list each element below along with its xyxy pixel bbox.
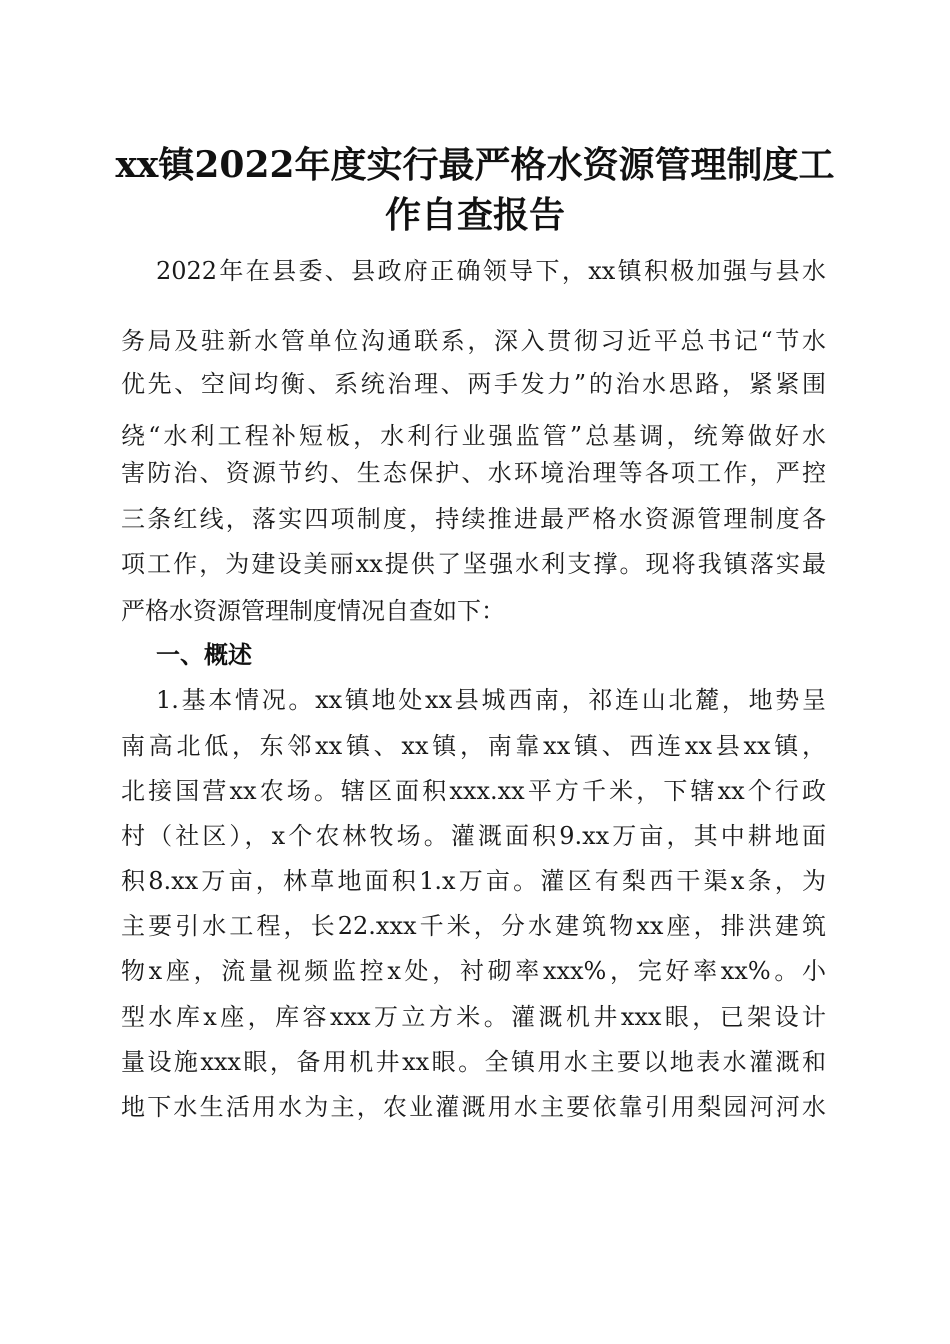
intro-paragraph-line: 害防治、资源节约、生态保护、水环境治理等各项工作，严控 bbox=[121, 459, 826, 487]
section-paragraph-line: 量设施xxx眼，备用机井xx眼。全镇用水主要以地表水灌溉和 bbox=[121, 1048, 826, 1076]
section-paragraph-line: 积8.xx万亩，林草地面积1.x万亩。灌区有梨西干渠x条，为 bbox=[121, 867, 826, 895]
section-paragraph-line: 1.基本情况。xx镇地处xx县城西南，祁连山北麓，地势呈 bbox=[156, 686, 826, 714]
section-heading-overview: 一、概述 bbox=[156, 641, 252, 669]
section-paragraph-line: 物x座，流量视频监控x处，衬砌率xxx%，完好率xx%。小 bbox=[121, 957, 826, 985]
section-paragraph-line: 北接国营xx农场。辖区面积xxx.xx平方千米，下辖xx个行政 bbox=[121, 777, 826, 805]
intro-paragraph-line: 绕“水利工程补短板，水利行业强监管”总基调，统筹做好水 bbox=[121, 422, 826, 450]
document-title bbox=[100, 140, 850, 240]
intro-paragraph-line: 三条红线，落实四项制度，持续推进最严格水资源管理制度各 bbox=[121, 505, 826, 533]
section-paragraph-line: 村（社区），x个农林牧场。灌溉面积9.xx万亩，其中耕地面 bbox=[121, 822, 826, 850]
intro-paragraph-line: 项工作，为建设美丽xx提供了坚强水利支撑。现将我镇落实最 bbox=[121, 550, 826, 578]
section-paragraph-line: 地下水生活用水为主，农业灌溉用水主要依靠引用梨园河河水 bbox=[121, 1093, 826, 1121]
section-paragraph-line: 南高北低，东邻xx镇、xx镇，南靠xx镇、西连xx县xx镇， bbox=[121, 732, 826, 760]
intro-paragraph-line: 务局及驻新水管单位沟通联系，深入贯彻习近平总书记“节水 bbox=[121, 327, 826, 355]
section-paragraph-line: 主要引水工程，长22.xxx千米，分水建筑物xx座，排洪建筑 bbox=[121, 912, 826, 940]
intro-paragraph-line: 2022年在县委、县政府正确领导下，xx镇积极加强与县水 bbox=[156, 257, 826, 285]
title-line-1: xx镇2022年度实行最严格水资源管理制度工 bbox=[115, 144, 835, 186]
intro-paragraph-line: 优先、空间均衡、系统治理、两手发力”的治水思路，紧紧围 bbox=[121, 370, 826, 398]
intro-paragraph-line: 严格水资源管理制度情况自查如下： bbox=[121, 597, 505, 625]
title-line-2: 作自查报告 bbox=[384, 194, 565, 236]
section-paragraph-line: 型水库x座，库容xxx万立方米。灌溉机井xxx眼，已架设计 bbox=[121, 1003, 826, 1031]
